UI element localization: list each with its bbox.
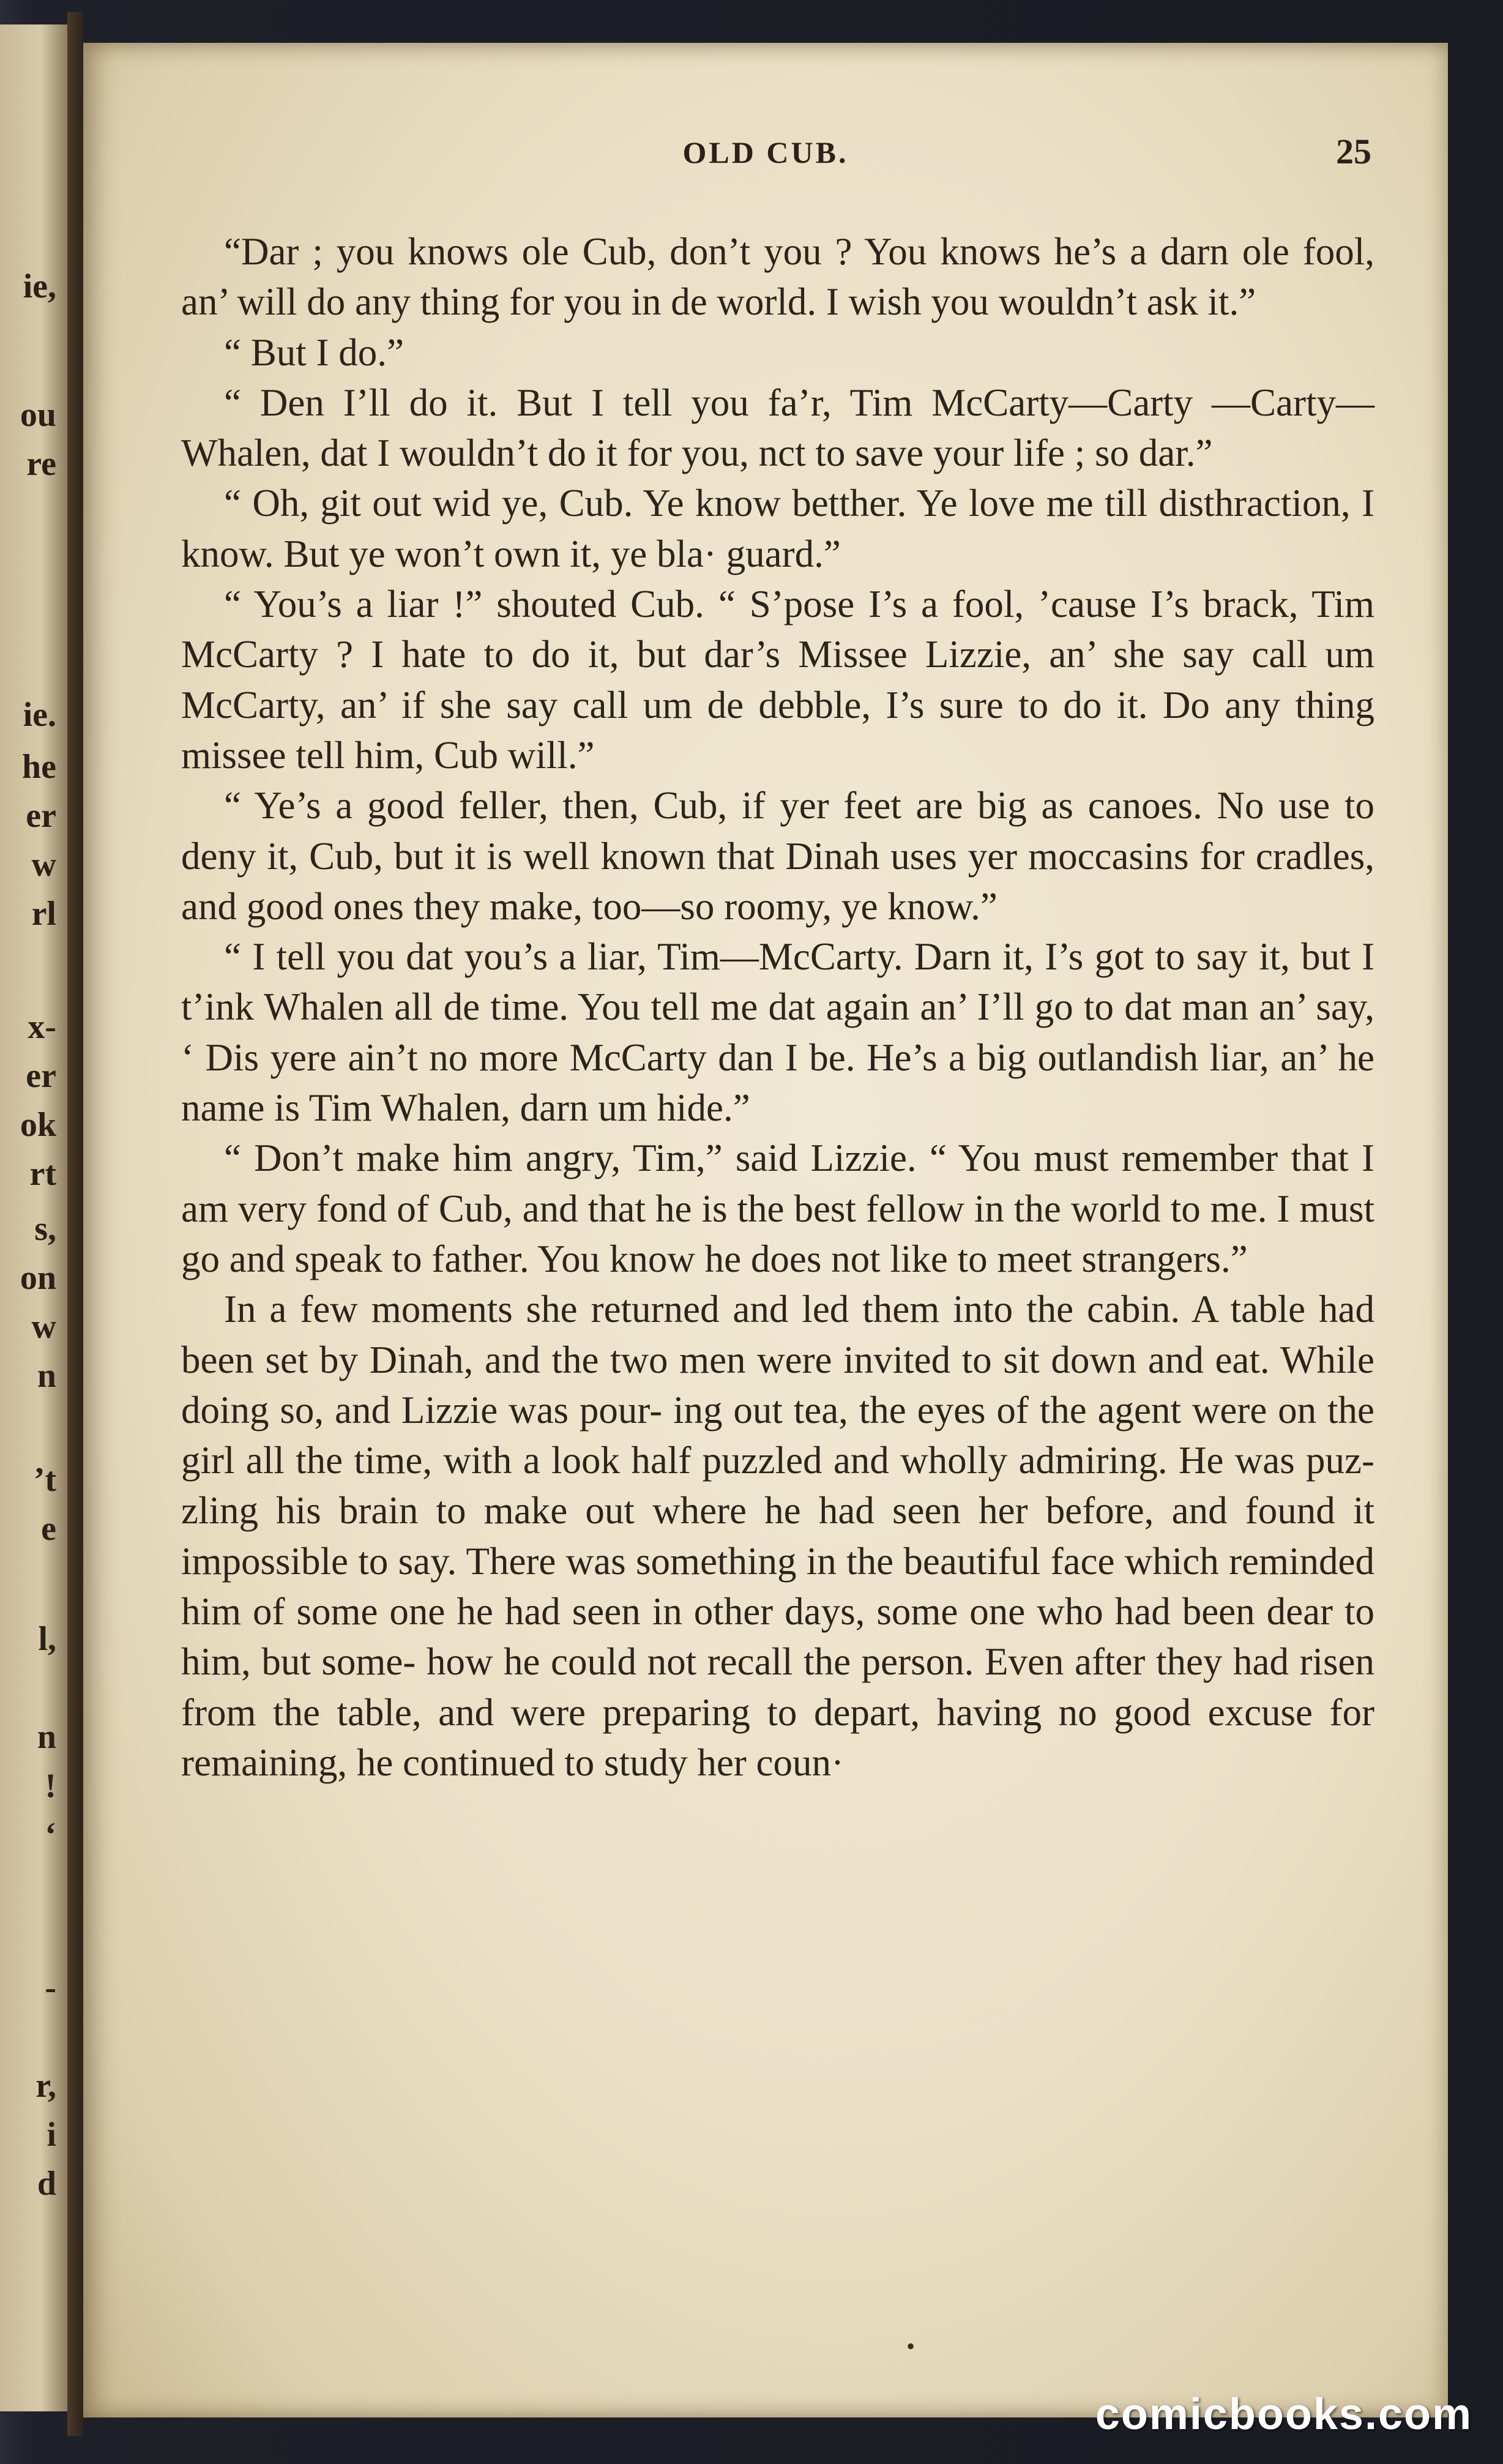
margin-fragment: d — [37, 2165, 56, 2203]
margin-fragment: e — [41, 1510, 56, 1548]
paragraph: In a few moments she returned and led them into the cabin. A table had been set by Dinah, and the two men were invited to sit down and eat. While doing so, and Lizzie was pour- ing out tea, the eyes of the agent were on the girl all the time, with a look half puzzled and wholly admiring. He was puz- zling his brain to make out where he had seen her before, and found it impossible to say. There was something in the beautiful face which reminded him of some one he had seen in other days, some one who had been dear to him, but some- how he could not recall the person. Even after they had risen from the table, and were preparing to depart, having no good excuse for remaining, he continued to study her coun· — [181, 1288, 1374, 1784]
margin-fragment: rl — [31, 895, 56, 933]
margin-fragment: n — [37, 1357, 56, 1395]
margin-fragment: w — [31, 846, 56, 884]
margin-fragment: r, — [35, 2067, 56, 2105]
book-gutter — [67, 12, 83, 2436]
margin-fragment: ok — [20, 1106, 56, 1144]
margin-fragment: ie. — [23, 696, 56, 734]
margin-fragment: er — [26, 1057, 56, 1095]
paragraph: “ You’s a liar !” shouted Cub. “ S’pose I’s a fool, ’cause I’s brack, Tim McCarty ? I hate to do it, but dar’s Missee Lizzie, an’ she say call um McCarty, an’ if she say call um de debble, I’s sure to do it. Do any thing missee tell him, Cub will.” — [181, 583, 1374, 777]
margin-fragment: ’t — [33, 1461, 56, 1499]
paragraph: “ Den I’ll do it. But I tell you fa’r, Tim McCarty—Carty —Carty—Whalen, dat I wouldn’t do it for you, nct to save your life ; so dar.” — [181, 381, 1374, 475]
margin-fragment: w — [31, 1308, 56, 1346]
margin-fragment: ! — [45, 1767, 56, 1805]
footer-mark: • — [906, 2332, 916, 2360]
margin-fragment: he — [22, 748, 56, 786]
running-head — [83, 132, 1448, 184]
paragraph: “ But I do.” — [224, 330, 404, 374]
previous-page-edge — [0, 24, 71, 2411]
paragraph: “ Don’t make him angry, Tim,” said Lizzie. “ You must remember that I am very fond of Cub, and that he is the best fellow in the world to me. I must go and speak to father. You know he does not like to meet strangers.” — [181, 1137, 1374, 1280]
margin-fragment: ie, — [23, 267, 56, 305]
margin-fragment: re — [26, 445, 56, 483]
watermark: comicbooks.com — [1095, 2390, 1472, 2439]
margin-fragment: x- — [28, 1008, 56, 1046]
paragraph: “ Oh, git out wid ye, Cub. Ye know betther. Ye love me till disthraction, I know. But ye won’t own it, ye bla· guard.” — [181, 482, 1374, 575]
running-title: OLD CUB. — [682, 135, 849, 170]
margin-fragment: on — [20, 1259, 56, 1297]
margin-fragment: er — [26, 797, 56, 835]
book-page — [83, 43, 1448, 2417]
paragraph: “ Ye’s a good feller, then, Cub, if yer feet are big as canoes. No use to deny it, Cub, but it is well known that Dinah uses yer moccasins for cradles, and good ones they make, too—so roomy, ye know.” — [181, 784, 1374, 928]
margin-fragment: ‘ — [45, 1816, 56, 1854]
margin-fragment: i — [47, 2116, 56, 2154]
paragraph: “Dar ; you knows ole Cub, don’t you ? You knows he’s a darn ole fool, an’ will do any thing for you in de world. I wish you wouldn’t ask it.” — [181, 230, 1374, 324]
page-number: 25 — [1336, 132, 1371, 171]
margin-fragment: s, — [34, 1210, 56, 1248]
margin-fragment: l, — [38, 1620, 56, 1658]
margin-fragment: n — [37, 1718, 56, 1756]
margin-fragment: ou — [20, 396, 56, 434]
margin-fragment: rt — [29, 1155, 56, 1193]
paragraph: “ I tell you dat you’s a liar, Tim—McCarty. Darn it, I’s got to say it, but I t’ink Whalen all de time. You tell me dat again an’ I’ll go to dat man an’ say, ‘ Dis yere ain’t no more McCarty dan I be. He’s a big outlandish liar, an’ he name is Tim Whalen, darn um hide.” — [181, 935, 1374, 1130]
body-text — [181, 226, 1374, 1788]
margin-fragment: - — [45, 1969, 56, 2007]
